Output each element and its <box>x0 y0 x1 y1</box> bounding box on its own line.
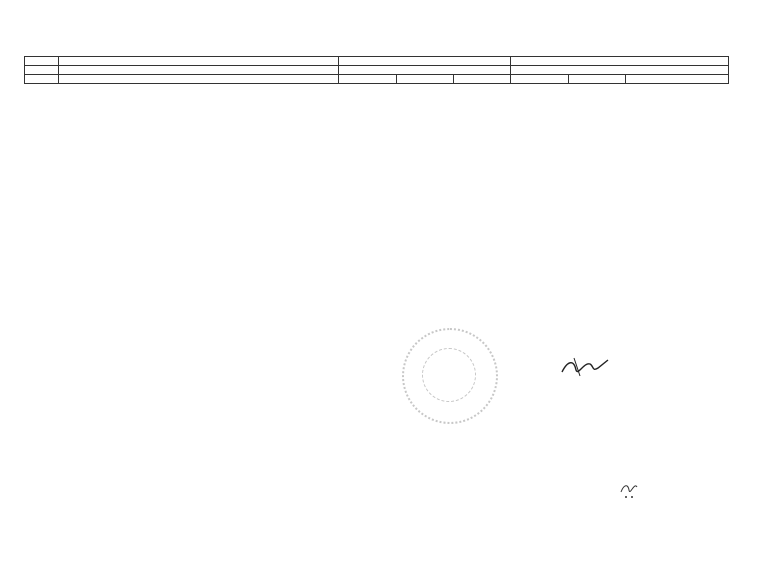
blank-cell <box>25 75 59 84</box>
subheader-row-2 <box>25 75 729 84</box>
header-today <box>511 57 729 66</box>
subheader-sum <box>454 75 511 84</box>
table-header-row <box>25 57 729 66</box>
blank-cell <box>59 75 339 84</box>
blank-cell <box>59 66 339 75</box>
header-sn <box>25 57 59 66</box>
handwritten-mark <box>618 478 640 500</box>
subheader-female <box>397 75 454 84</box>
subheader-sum <box>626 75 729 84</box>
signature-mark <box>560 356 610 378</box>
subheader-today <box>511 66 729 75</box>
office-stamp <box>402 328 498 424</box>
subheader-total <box>339 66 511 75</box>
subheader-female <box>569 75 626 84</box>
blank-cell <box>25 66 59 75</box>
covid-report-table <box>24 56 729 84</box>
subheader-male <box>339 75 397 84</box>
header-total <box>339 57 511 66</box>
subheader-row-1 <box>25 66 729 75</box>
subheader-male <box>511 75 569 84</box>
header-description <box>59 57 339 66</box>
